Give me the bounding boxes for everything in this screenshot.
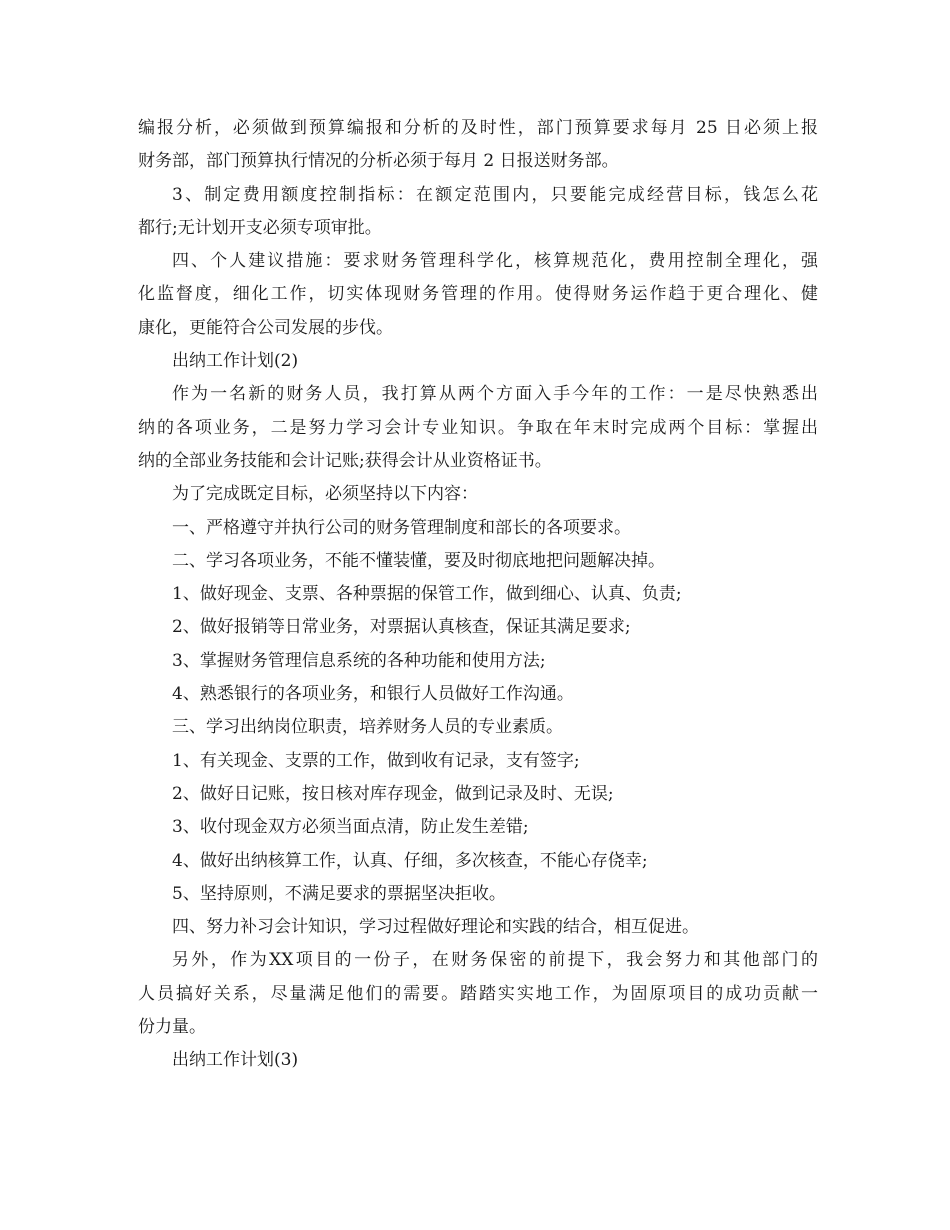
- text-line: 四、努力补习会计知识，学习过程做好理论和实践的结合，相互促进。: [172, 917, 699, 938]
- text-line: 作为一名新的财务人员，我打算从两个方面入手今年的工作：一是尽快熟悉出: [172, 384, 818, 405]
- paragraph-item-2-1: [138, 578, 818, 611]
- text-line: 出纳工作计划(3): [172, 1050, 299, 1071]
- text-line: 编报分析，必须做到预算编报和分析的及时性，部门预算要求每月 25 日必须上报: [138, 118, 818, 138]
- paragraph-heading-3: [138, 1044, 818, 1077]
- text-line: 化监督度，细化工作，切实体现财务管理的作用。使得财务运作趋于更合理化、健: [138, 284, 818, 305]
- text-line: 5、坚持原则，不满足要求的票据坚决拒收。: [172, 883, 506, 904]
- paragraph-item-3-2: [138, 778, 818, 811]
- text-line: 1、有关现金、支票的工作，做到收有记录，支有签字;: [172, 750, 580, 771]
- paragraph-item-2-4: [138, 678, 818, 711]
- paragraph-item-2: [138, 545, 818, 578]
- paragraph-item-2-3: [138, 645, 818, 678]
- paragraph-item-3-4: [138, 845, 818, 878]
- text-line: 康化，更能符合公司发展的步伐。: [138, 317, 393, 338]
- paragraph-item-3-3: [138, 811, 818, 844]
- paragraph-item-4: [138, 911, 818, 944]
- paragraph-intro: [138, 378, 818, 478]
- paragraph-goal-lead: [138, 478, 818, 511]
- text-line: 人员搞好关系，尽量满足他们的需要。踏踏实实地工作，为固原项目的成功贡献一: [138, 983, 818, 1004]
- text-line: 四、个人建议措施：要求财务管理科学化，核算规范化，费用控制全理化，强: [172, 251, 818, 272]
- paragraph-item-3: [138, 711, 818, 744]
- paragraph-item-3-5: [138, 878, 818, 911]
- text-line: 另外，作为XX项目的一份子，在财务保密的前提下，我会努力和其他部门的: [172, 950, 818, 971]
- text-line: 1、做好现金、支票、各种票据的保管工作，做到细心、认真、负责;: [172, 584, 682, 605]
- text-line: 一、严格遵守并执行公司的财务管理制度和部长的各项要求。: [172, 517, 631, 538]
- text-line: 3、制定费用额度控制指标：在额定范围内，只要能完成经营目标，钱怎么花: [172, 184, 818, 205]
- text-line: 4、做好出纳核算工作，认真、仔细，多次核查，不能心存侥幸;: [172, 850, 648, 871]
- paragraph-personal-suggestions: [138, 245, 818, 345]
- text-line: 出纳工作计划(2): [172, 351, 299, 372]
- text-line: 2、做好日记账，按日核对库存现金，做到记录及时、无误;: [172, 783, 614, 804]
- paragraph-item-3-1: [138, 745, 818, 778]
- text-line: 4、熟悉银行的各项业务，和银行人员做好工作沟通。: [172, 684, 574, 705]
- paragraph-cost-control: [138, 179, 818, 246]
- paragraph-item-2-2: [138, 611, 818, 644]
- text-line: 都行;无计划开支必须专项审批。: [138, 217, 382, 238]
- text-line: 财务部，部门预算执行情况的分析必须于每月 2 日报送财务部。: [138, 151, 619, 172]
- paragraph-heading-2: [138, 345, 818, 378]
- text-line: 纳的各项业务，二是努力学习会计专业知识。争取在年末时完成两个目标：掌握出: [138, 417, 818, 438]
- text-line: 纳的全部业务技能和会计记账;获得会计从业资格证书。: [138, 450, 552, 471]
- text-line: 三、学习出纳岗位职责，培养财务人员的专业素质。: [172, 717, 563, 738]
- text-line: 3、收付现金双方必须当面点清，防止发生差错;: [172, 817, 529, 838]
- paragraph-closing: [138, 944, 818, 1044]
- text-line: 2、做好报销等日常业务，对票据认真核查，保证其满足要求;: [172, 617, 631, 638]
- text-line: 为了完成既定目标，必须坚持以下内容：: [172, 484, 478, 505]
- paragraph-item-1: [138, 512, 818, 545]
- text-line: 二、学习各项业务，不能不懂装懂，要及时彻底地把问题解决掉。: [172, 550, 665, 571]
- document-body: [138, 112, 818, 1078]
- text-line: 份力量。: [138, 1017, 206, 1038]
- paragraph-budget-analysis: [138, 112, 818, 179]
- text-line: 3、掌握财务管理信息系统的各种功能和使用方法;: [172, 650, 546, 671]
